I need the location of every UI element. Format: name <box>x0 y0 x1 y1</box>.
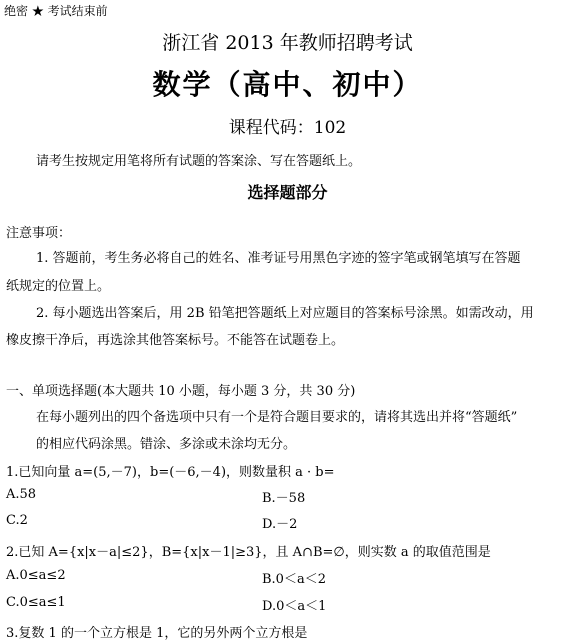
course-code: 课程代码：102 <box>228 118 347 138</box>
question-1-option-a: A.58 <box>6 487 37 502</box>
note1-line2: 纸规定的位置上。 <box>6 279 111 294</box>
question-2-stem: 2.已知 A={x|x－a|≤2}，B={x|x－1|≥3}，且 A∩B=∅，则实数 a 的取值范围是 <box>6 545 491 560</box>
part1-heading: 一、单项选择题(本大题共 10 小题，每小题 3 分，共 30 分) <box>6 384 356 399</box>
exam-title: 浙江省 2013 年教师招聘考试 <box>162 32 413 54</box>
question-1-stem: 1.已知向量 a=(5,－7)，b=(－6,－4)，则数量积 a · b= <box>6 465 335 480</box>
question-1-option-d: D.－2 <box>262 517 298 532</box>
subject-title: 数学（高中、初中） <box>152 68 423 101</box>
section-title: 选择题部分 <box>247 183 328 202</box>
notes-heading: 注意事项： <box>6 226 72 241</box>
question-2-option-a: A.0≤a≤2 <box>6 568 66 583</box>
note2-line1: 2. 每小题选出答案后，用 2B 铅笔把答题纸上对应题目的答案标号涂黑。如需改动，用 <box>36 306 534 321</box>
part1-desc-line2: 的相应代码涂黑。错涂、多涂或未涂均无分。 <box>36 437 297 452</box>
confidential-label: 绝密 ★ 考试结束前 <box>4 4 108 18</box>
question-2-option-d: D.0＜a＜1 <box>262 599 327 614</box>
part1-desc-line1: 在每小题列出的四个备选项中只有一个是符合题目要求的，请将其选出并将“答题纸” <box>36 410 518 425</box>
question-1-option-b: B.－58 <box>262 491 306 506</box>
question-2-option-b: B.0＜a＜2 <box>262 572 326 587</box>
intro-instruction: 请考生按规定用笔将所有试题的答案涂、写在答题纸上。 <box>36 154 362 169</box>
question-3-stem: 3.复数 1 的一个立方根是 1，它的另外两个立方根是 <box>6 626 308 641</box>
note1-line1: 1. 答题前，考生务必将自己的姓名、准考证号用黑色字迹的签字笔或钢笔填写在答题 <box>36 251 521 266</box>
question-2-option-c: C.0≤a≤1 <box>6 595 66 610</box>
question-1-option-c: C.2 <box>6 513 28 528</box>
note2-line2: 橡皮擦干净后，再选涂其他答案标号。不能答在试题卷上。 <box>6 333 345 348</box>
